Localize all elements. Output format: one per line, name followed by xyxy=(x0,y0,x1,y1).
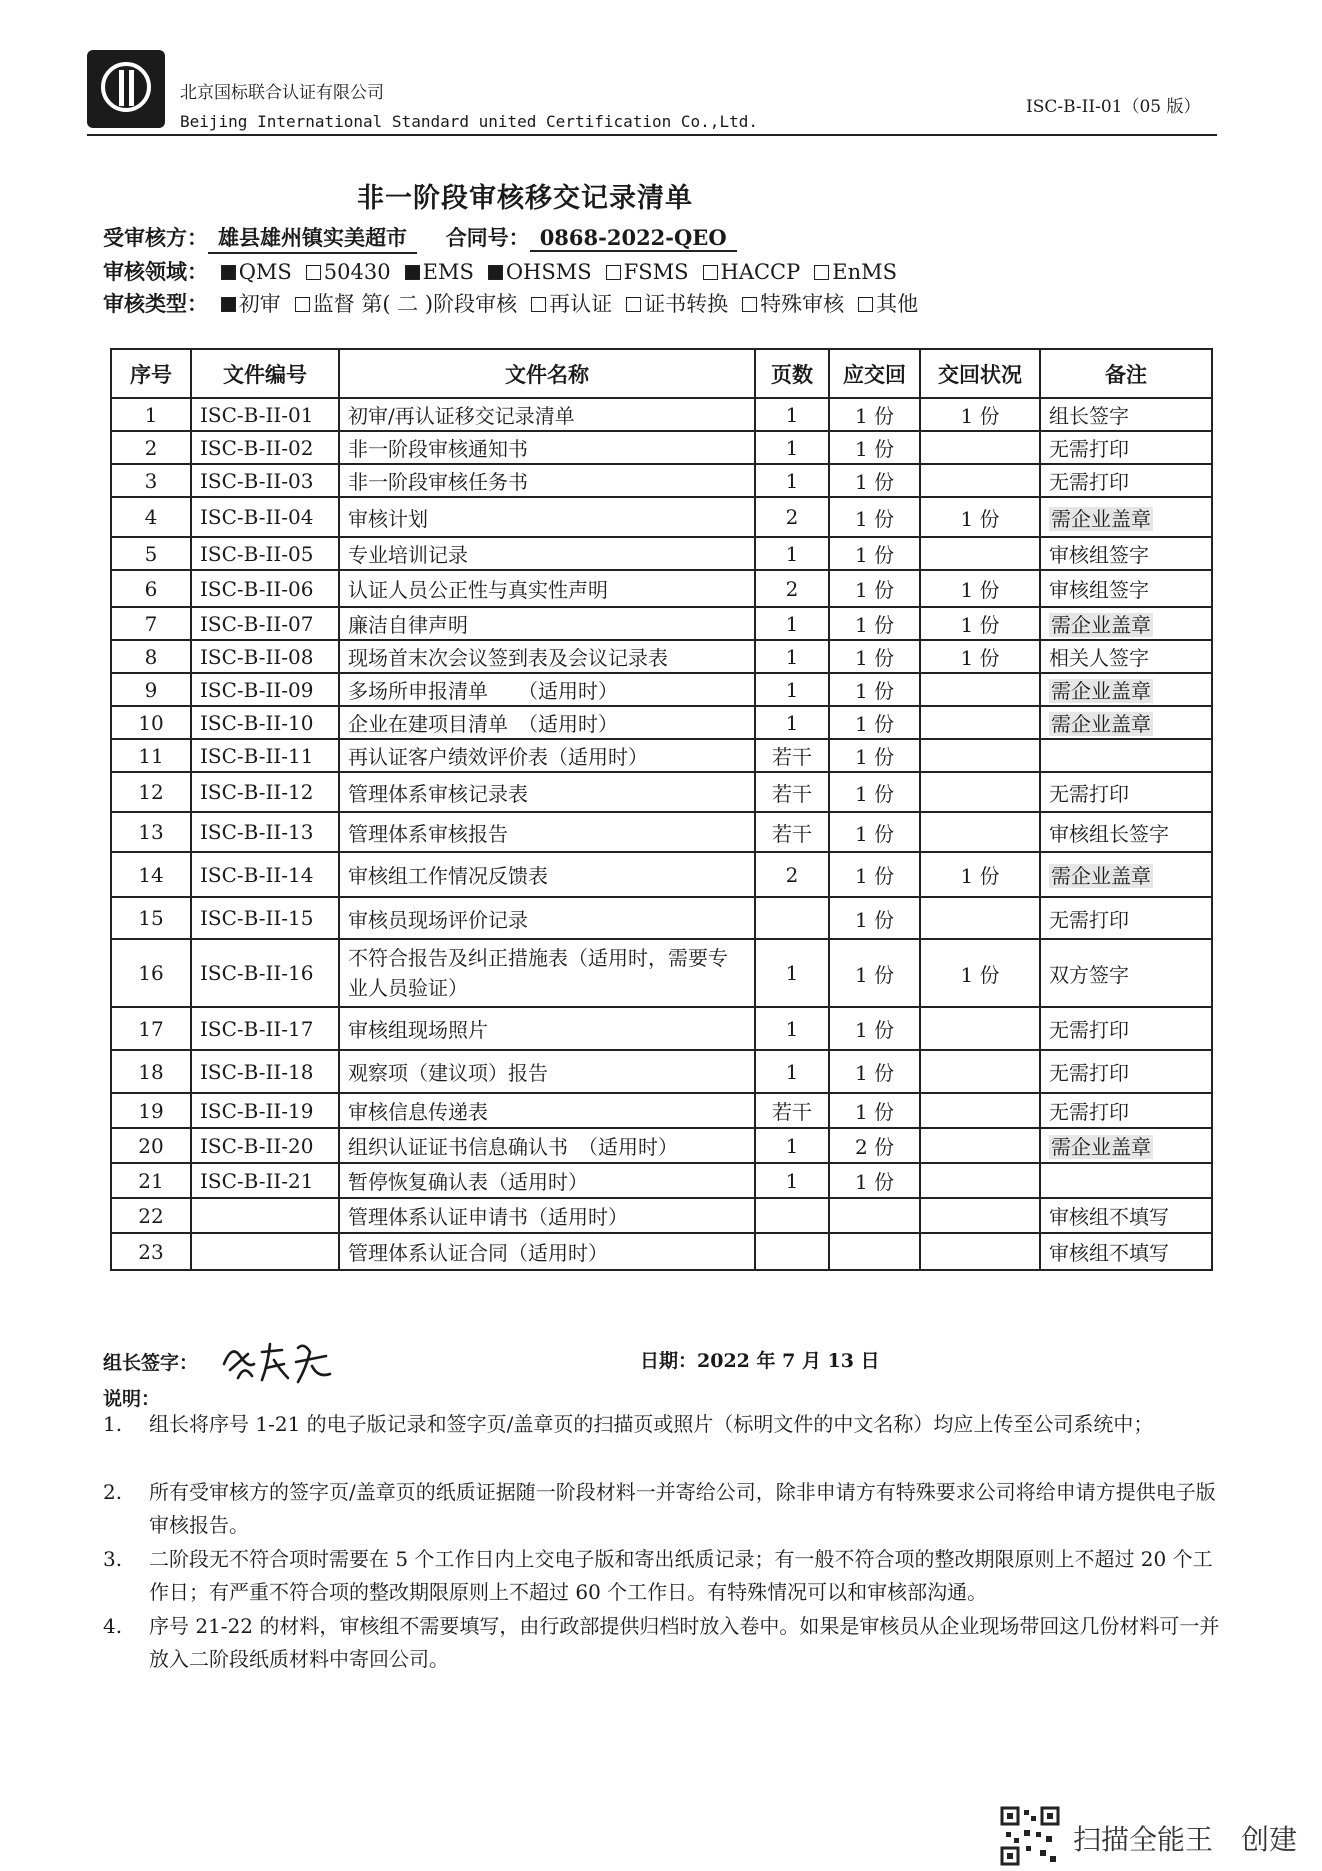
cell-status xyxy=(920,812,1040,852)
cell-status: 1 份 xyxy=(920,640,1040,673)
audit-domain-checkbox xyxy=(814,260,897,284)
cell-due: 1 份 xyxy=(829,1007,920,1050)
cell-remark: 审核组签字 xyxy=(1040,570,1212,607)
cell-name: 管理体系审核报告 xyxy=(339,812,755,852)
table-row xyxy=(111,939,1212,1007)
cell-no: 4 xyxy=(111,497,191,537)
checked-box-icon xyxy=(221,297,236,312)
cell-no: 17 xyxy=(111,1007,191,1050)
cell-pages xyxy=(755,1233,829,1270)
remark-text: 需企业盖章 xyxy=(1051,679,1151,703)
cell-due xyxy=(829,1233,920,1270)
cell-name: 非一阶段审核任务书 xyxy=(339,464,755,497)
cell-due xyxy=(829,1198,920,1233)
note-item: 4. 序号 21-22 的材料，审核组不需要填写，由行政部提供归档时放入卷中。如果是审核员从企业现场带回这几份材料可一并放入二阶段纸质材料中寄回公司。 xyxy=(103,1614,1220,1671)
cell-code: ISC-B-II-12 xyxy=(191,772,339,812)
cell-name: 审核组现场照片 xyxy=(339,1007,755,1050)
cell-no: 8 xyxy=(111,640,191,673)
cell-due: 1 份 xyxy=(829,812,920,852)
cell-name: 现场首末次会议签到表及会议记录表 xyxy=(339,640,755,673)
checked-box-icon xyxy=(221,265,236,280)
cell-code: ISC-B-II-14 xyxy=(191,852,339,897)
cell-pages: 1 xyxy=(755,939,829,1007)
audit-domain-option-label: EnMS xyxy=(832,260,897,284)
cell-due: 1 份 xyxy=(829,673,920,706)
audit-domain-checkbox xyxy=(606,260,689,284)
table-row xyxy=(111,1163,1212,1198)
cell-status: 1 份 xyxy=(920,570,1040,607)
cell-due: 1 份 xyxy=(829,706,920,739)
cell-remark xyxy=(1040,1128,1212,1163)
table-header-row xyxy=(111,349,1212,398)
cell-code: ISC-B-II-01 xyxy=(191,398,339,431)
audit-type-option-label: 证书转换 xyxy=(644,292,729,316)
checked-box-icon xyxy=(405,265,420,280)
header-col-pages: 页数 xyxy=(755,349,829,398)
cell-no: 2 xyxy=(111,431,191,464)
table-row xyxy=(111,1093,1212,1128)
table-row xyxy=(111,739,1212,772)
table-row xyxy=(111,673,1212,706)
cell-no: 20 xyxy=(111,1128,191,1163)
company-logo xyxy=(87,50,165,128)
cell-status xyxy=(920,1007,1040,1050)
cell-status: 1 份 xyxy=(920,852,1040,897)
cell-status xyxy=(920,1163,1040,1198)
cell-remark xyxy=(1040,739,1212,772)
cell-remark: 双方签字 xyxy=(1040,939,1212,1007)
handwritten-signature xyxy=(218,1334,338,1394)
cell-due: 1 份 xyxy=(829,739,920,772)
table-row xyxy=(111,1007,1212,1050)
cell-due: 2 份 xyxy=(829,1128,920,1163)
cell-name: 初审/再认证移交记录清单 xyxy=(339,398,755,431)
cell-pages: 若干 xyxy=(755,739,829,772)
cell-due: 1 份 xyxy=(829,1050,920,1093)
table-row xyxy=(111,497,1212,537)
cell-due: 1 份 xyxy=(829,772,920,812)
cell-pages: 2 xyxy=(755,497,829,537)
table-row xyxy=(111,1198,1212,1233)
audit-type-checkbox xyxy=(531,288,612,318)
page-title: 非一阶段审核移交记录清单 xyxy=(357,183,693,214)
cell-status: 1 份 xyxy=(920,497,1040,537)
table-row xyxy=(111,1050,1212,1093)
cell-remark xyxy=(1040,673,1212,706)
cell-code xyxy=(191,1198,339,1233)
cell-name: 廉洁自律声明 xyxy=(339,607,755,640)
cell-no: 19 xyxy=(111,1093,191,1128)
table-row xyxy=(111,570,1212,607)
audit-type-label: 审核类型： xyxy=(103,291,208,316)
cell-due: 1 份 xyxy=(829,497,920,537)
cell-code: ISC-B-II-11 xyxy=(191,739,339,772)
cell-pages: 若干 xyxy=(755,772,829,812)
cell-status xyxy=(920,537,1040,570)
cell-code: ISC-B-II-08 xyxy=(191,640,339,673)
contract-value: 0868-2022-QEO xyxy=(530,225,737,252)
audit-domain-checkbox xyxy=(703,260,801,284)
unchecked-box-icon xyxy=(295,297,310,312)
unchecked-box-icon xyxy=(306,265,321,280)
cell-due: 1 份 xyxy=(829,852,920,897)
audit-domain-option-label: QMS xyxy=(238,260,292,284)
audit-type-option-label: 监督 第( 二 )阶段审核 xyxy=(312,292,518,316)
cell-code: ISC-B-II-04 xyxy=(191,497,339,537)
cell-status xyxy=(920,431,1040,464)
cell-status: 1 份 xyxy=(920,607,1040,640)
cell-pages: 若干 xyxy=(755,1093,829,1128)
cell-pages: 2 xyxy=(755,852,829,897)
table-row xyxy=(111,706,1212,739)
cell-status xyxy=(920,1093,1040,1128)
cell-due: 1 份 xyxy=(829,570,920,607)
auditee-value: 雄县雄州镇实美超市 xyxy=(208,222,417,254)
cell-name: 企业在建项目清单 （适用时） xyxy=(339,706,755,739)
cell-due: 1 份 xyxy=(829,939,920,1007)
scanner-watermark: 扫描全能王 创建 xyxy=(1073,1823,1298,1856)
cell-no: 14 xyxy=(111,852,191,897)
cell-remark: 无需打印 xyxy=(1040,1050,1212,1093)
cell-status: 1 份 xyxy=(920,939,1040,1007)
cell-pages xyxy=(755,1198,829,1233)
cell-pages: 1 xyxy=(755,607,829,640)
cell-due: 1 份 xyxy=(829,431,920,464)
document-code: ISC-B-II-01（05 版） xyxy=(1026,97,1201,117)
cell-name: 组织认证证书信息确认书 （适用时） xyxy=(339,1128,755,1163)
cell-remark xyxy=(1040,852,1212,897)
audit-domain-option-label: OHSMS xyxy=(505,260,592,284)
cell-status xyxy=(920,673,1040,706)
unchecked-box-icon xyxy=(814,265,829,280)
auditee-line xyxy=(103,222,737,254)
table-row xyxy=(111,812,1212,852)
audit-type-checkbox xyxy=(295,288,517,318)
table-row xyxy=(111,1233,1212,1270)
cell-status xyxy=(920,1233,1040,1270)
cell-no: 5 xyxy=(111,537,191,570)
cell-remark: 无需打印 xyxy=(1040,431,1212,464)
remark-text: 需企业盖章 xyxy=(1051,864,1151,888)
cell-status xyxy=(920,706,1040,739)
cell-no: 23 xyxy=(111,1233,191,1270)
cell-code: ISC-B-II-20 xyxy=(191,1128,339,1163)
audit-domain-checkbox xyxy=(306,260,391,284)
note-item: 3. 二阶段无不符合项时需要在 5 个工作日内上交电子版和寄出纸质记录；有一般不符合项的整改期限原则上不超过 20 个工作日；有严重不符合项的整改期限原则上不超过 60 个工作日。有特殊情况可以和审核部沟通。 xyxy=(103,1547,1213,1604)
cell-due: 1 份 xyxy=(829,464,920,497)
table-row xyxy=(111,852,1212,897)
cell-due: 1 份 xyxy=(829,1093,920,1128)
cell-remark: 无需打印 xyxy=(1040,897,1212,939)
cell-pages: 1 xyxy=(755,1007,829,1050)
cell-code: ISC-B-II-05 xyxy=(191,537,339,570)
table-row xyxy=(111,607,1212,640)
remark-text: 需企业盖章 xyxy=(1051,613,1151,637)
cell-remark: 审核组长签字 xyxy=(1040,812,1212,852)
cell-name: 审核信息传递表 xyxy=(339,1093,755,1128)
qr-code-icon xyxy=(1000,1806,1060,1866)
cell-status xyxy=(920,739,1040,772)
auditee-label: 受审核方： xyxy=(103,225,208,250)
audit-type-checkbox xyxy=(742,288,844,318)
cell-no: 3 xyxy=(111,464,191,497)
cell-status xyxy=(920,1128,1040,1163)
cell-no: 9 xyxy=(111,673,191,706)
sign-date: 日期：2022 年 7 月 13 日 xyxy=(640,1350,880,1372)
audit-type-option-label: 特殊审核 xyxy=(760,292,845,316)
audit-type-checkbox xyxy=(221,288,281,318)
header-col-due: 应交回 xyxy=(829,349,920,398)
cell-remark xyxy=(1040,607,1212,640)
cell-name: 多场所申报清单 （适用时） xyxy=(339,673,755,706)
cell-pages: 2 xyxy=(755,570,829,607)
audit-domain-line xyxy=(103,256,911,286)
table-row xyxy=(111,537,1212,570)
cell-name: 专业培训记录 xyxy=(339,537,755,570)
cell-no: 10 xyxy=(111,706,191,739)
cell-remark: 组长签字 xyxy=(1040,398,1212,431)
unchecked-box-icon xyxy=(742,297,757,312)
audit-domain-checkbox xyxy=(221,260,292,284)
cell-code: ISC-B-II-17 xyxy=(191,1007,339,1050)
cell-due: 1 份 xyxy=(829,640,920,673)
audit-type-checkbox xyxy=(858,288,918,318)
unchecked-box-icon xyxy=(703,265,718,280)
cell-pages: 1 xyxy=(755,431,829,464)
header-divider xyxy=(87,134,1217,136)
cell-name: 暂停恢复确认表（适用时） xyxy=(339,1163,755,1198)
cell-status xyxy=(920,1050,1040,1093)
cell-name: 审核组工作情况反馈表 xyxy=(339,852,755,897)
cell-status xyxy=(920,464,1040,497)
cell-no: 15 xyxy=(111,897,191,939)
cell-name: 管理体系认证申请书（适用时） xyxy=(339,1198,755,1233)
cell-due: 1 份 xyxy=(829,537,920,570)
cell-code: ISC-B-II-16 xyxy=(191,939,339,1007)
unchecked-box-icon xyxy=(858,297,873,312)
cell-status xyxy=(920,772,1040,812)
cell-remark: 无需打印 xyxy=(1040,464,1212,497)
header-col-code: 文件编号 xyxy=(191,349,339,398)
signature-label: 组长签字： xyxy=(103,1352,199,1374)
audit-type-line xyxy=(103,288,932,318)
cell-remark: 审核组签字 xyxy=(1040,537,1212,570)
cell-remark: 相关人签字 xyxy=(1040,640,1212,673)
cell-pages xyxy=(755,897,829,939)
cell-remark: 审核组不填写 xyxy=(1040,1233,1212,1270)
cell-pages: 1 xyxy=(755,1050,829,1093)
cell-name: 观察项（建议项）报告 xyxy=(339,1050,755,1093)
audit-type-option-label: 再认证 xyxy=(549,292,613,316)
audit-domain-option-label: EMS xyxy=(422,260,474,284)
cell-name: 再认证客户绩效评价表（适用时） xyxy=(339,739,755,772)
transfer-record-table xyxy=(110,348,1213,1271)
audit-type-option-label: 初审 xyxy=(238,292,281,316)
table-body xyxy=(111,398,1212,1270)
cell-code: ISC-B-II-18 xyxy=(191,1050,339,1093)
cell-no: 12 xyxy=(111,772,191,812)
audit-domain-option-label: 50430 xyxy=(323,260,391,284)
cell-pages: 1 xyxy=(755,1163,829,1198)
cell-no: 21 xyxy=(111,1163,191,1198)
cell-name: 管理体系认证合同（适用时） xyxy=(339,1233,755,1270)
cell-pages: 1 xyxy=(755,464,829,497)
cell-status xyxy=(920,897,1040,939)
cell-remark xyxy=(1040,497,1212,537)
unchecked-box-icon xyxy=(626,297,641,312)
audit-domain-checkbox xyxy=(488,260,592,284)
cell-code: ISC-B-II-02 xyxy=(191,431,339,464)
cell-no: 16 xyxy=(111,939,191,1007)
cell-due: 1 份 xyxy=(829,607,920,640)
table-row xyxy=(111,1128,1212,1163)
cell-code: ISC-B-II-19 xyxy=(191,1093,339,1128)
cell-pages: 1 xyxy=(755,537,829,570)
cell-pages: 1 xyxy=(755,706,829,739)
cell-no: 1 xyxy=(111,398,191,431)
header-col-remark: 备注 xyxy=(1040,349,1212,398)
cell-name: 审核计划 xyxy=(339,497,755,537)
cell-code: ISC-B-II-07 xyxy=(191,607,339,640)
cell-code: ISC-B-II-09 xyxy=(191,673,339,706)
cell-remark: 无需打印 xyxy=(1040,1007,1212,1050)
cell-pages: 若干 xyxy=(755,812,829,852)
cell-remark xyxy=(1040,1163,1212,1198)
cell-no: 13 xyxy=(111,812,191,852)
table-row xyxy=(111,464,1212,497)
remark-text: 需企业盖章 xyxy=(1051,1135,1151,1159)
cell-code xyxy=(191,1233,339,1270)
company-name-en: Beijing International Standard united Certification Co.,Ltd. xyxy=(180,112,758,131)
checked-box-icon xyxy=(488,265,503,280)
header-col-no: 序号 xyxy=(111,349,191,398)
cell-no: 11 xyxy=(111,739,191,772)
cell-name: 非一阶段审核通知书 xyxy=(339,431,755,464)
table-row xyxy=(111,431,1212,464)
note-item: 1. 组长将序号 1-21 的电子版记录和签字页/盖章页的扫描页或照片（标明文件的中文名称）均应上传至公司系统中； xyxy=(103,1412,1154,1436)
cell-no: 18 xyxy=(111,1050,191,1093)
table-row xyxy=(111,640,1212,673)
table-row xyxy=(111,398,1212,431)
notes-label: 说明： xyxy=(103,1388,161,1410)
cell-code: ISC-B-II-06 xyxy=(191,570,339,607)
table-row xyxy=(111,897,1212,939)
cell-no: 6 xyxy=(111,570,191,607)
cell-no: 22 xyxy=(111,1198,191,1233)
cell-name: 管理体系审核记录表 xyxy=(339,772,755,812)
cell-remark: 审核组不填写 xyxy=(1040,1198,1212,1233)
cell-code: ISC-B-II-13 xyxy=(191,812,339,852)
header-col-status: 交回状况 xyxy=(920,349,1040,398)
header-col-name: 文件名称 xyxy=(339,349,755,398)
cell-remark: 无需打印 xyxy=(1040,1093,1212,1128)
cell-due: 1 份 xyxy=(829,398,920,431)
remark-text: 需企业盖章 xyxy=(1051,506,1151,531)
cell-no: 7 xyxy=(111,607,191,640)
cell-remark: 无需打印 xyxy=(1040,772,1212,812)
remark-text: 需企业盖章 xyxy=(1051,712,1151,736)
cell-pages: 1 xyxy=(755,1128,829,1163)
audit-domain-option-label: HACCP xyxy=(720,260,801,284)
cell-status: 1 份 xyxy=(920,398,1040,431)
cell-pages: 1 xyxy=(755,673,829,706)
audit-domain-checkbox xyxy=(405,260,474,284)
contract-label: 合同号： xyxy=(445,225,530,250)
cell-code: ISC-B-II-21 xyxy=(191,1163,339,1198)
cell-due: 1 份 xyxy=(829,897,920,939)
cell-pages: 1 xyxy=(755,640,829,673)
cell-code: ISC-B-II-10 xyxy=(191,706,339,739)
cell-name: 认证人员公正性与真实性声明 xyxy=(339,570,755,607)
audit-domain-option-label: FSMS xyxy=(623,260,689,284)
company-name-cn: 北京国标联合认证有限公司 xyxy=(180,83,384,103)
cell-name: 不符合报告及纠正措施表（适用时，需要专业人员验证） xyxy=(339,939,755,1007)
cell-pages: 1 xyxy=(755,398,829,431)
unchecked-box-icon xyxy=(606,265,621,280)
table-row xyxy=(111,772,1212,812)
cell-code: ISC-B-II-15 xyxy=(191,897,339,939)
audit-type-checkbox xyxy=(626,288,728,318)
cell-name: 审核员现场评价记录 xyxy=(339,897,755,939)
audit-domain-label: 审核领域： xyxy=(103,259,208,284)
cell-code: ISC-B-II-03 xyxy=(191,464,339,497)
unchecked-box-icon xyxy=(531,297,546,312)
note-item: 2. 所有受审核方的签字页/盖章页的纸质证据随一阶段材料一并寄给公司，除非申请方有特殊要求公司将给申请方提供电子版审核报告。 xyxy=(103,1480,1216,1537)
cell-status xyxy=(920,1198,1040,1233)
audit-type-option-label: 其他 xyxy=(876,292,919,316)
cell-remark xyxy=(1040,706,1212,739)
cell-due: 1 份 xyxy=(829,1163,920,1198)
